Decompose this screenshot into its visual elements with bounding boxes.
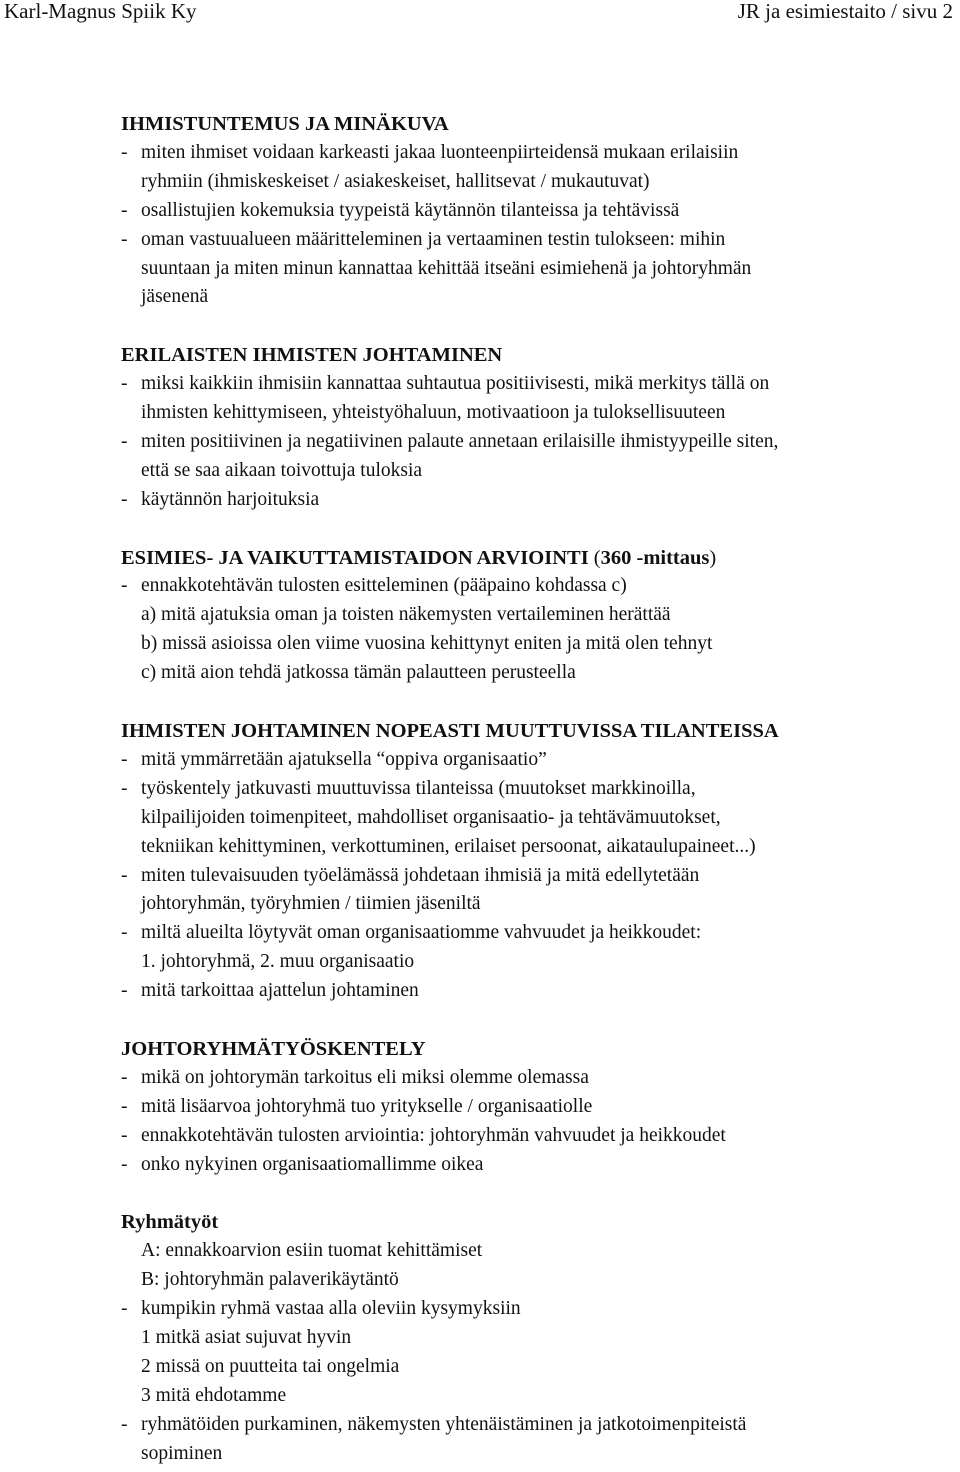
item-line: a) mitä ajatuksia oman ja toisten näkemysten vertaileminen herättää [141, 604, 671, 626]
list-item [121, 1353, 941, 1382]
bullet-dash: - [121, 488, 128, 510]
bullet-dash: - [121, 575, 128, 597]
section-muuttuvat-tilanteet [121, 717, 941, 1006]
bullet-dash: - [121, 141, 128, 163]
list-item [121, 572, 941, 601]
item-line: mitä ymmärretään ajatuksella “oppiva organisaatio” [141, 748, 547, 770]
bullet-dash: - [121, 1298, 128, 1320]
item-line: tekniikan kehittyminen, verkottuminen, erilaiset persoonat, aikataulupaineet...) [141, 835, 756, 857]
item-line: oman vastuualueen määritteleminen ja vertaaminen testin tulokseen: mihin [141, 228, 726, 250]
item-line: mitä tarkoittaa ajattelun johtaminen [141, 980, 419, 1002]
list-item [121, 601, 941, 630]
item-line: ennakkotehtävän tulosten esitteleminen (pääpaino kohdassa c) [141, 575, 627, 597]
list-item [121, 197, 941, 226]
item-line: 3 mitä ehdotamme [141, 1384, 287, 1406]
list-item [121, 370, 941, 428]
item-line: että se saa aikaan toivottuja tuloksia [141, 459, 423, 481]
bullet-dash: - [121, 228, 128, 250]
list-item [121, 1295, 941, 1324]
heading-measure: 360 -mittaus [600, 546, 710, 569]
bullet-dash: - [121, 199, 128, 221]
list-item [121, 1266, 941, 1295]
item-line: A: ennakkoarvion esiin tuomat kehittämiset [141, 1240, 483, 1262]
list-item [121, 1382, 941, 1411]
list-item [121, 139, 941, 197]
list-item [121, 775, 941, 862]
bullet-dash: - [121, 1066, 128, 1088]
bullet-dash: - [121, 922, 128, 944]
item-line: ryhmätöiden purkaminen, näkemysten yhtenäistäminen ja jatkotoimenpiteistä [141, 1413, 747, 1435]
item-line: ryhmiin (ihmiskeskeiset / asiakeskeiset, hallitsevat / mukautuvat) [141, 170, 650, 192]
list-item [121, 1093, 941, 1122]
section-heading [121, 544, 941, 573]
header-page-info: JR ja esimiestaito / sivu 2 [737, 0, 953, 23]
item-line: kilpailijoiden toimenpiteet, mahdolliset organisaatio- ja tehtävämuutokset, [141, 806, 721, 828]
heading-paren-close: ) [709, 546, 717, 569]
section-heading: IHMISTEN JOHTAMINEN NOPEASTI MUUTTUVISSA TILANTEISSA [121, 719, 779, 742]
item-line: osallistujien kokemuksia tyypeistä käytännön tilanteissa ja tehtävissä [141, 199, 680, 221]
bullet-dash: - [121, 777, 128, 799]
item-line: sopiminen [141, 1442, 223, 1464]
list-item [121, 630, 941, 659]
header-company: Karl-Magnus Spiik Ky [4, 0, 197, 23]
section-ihmistuntemus [121, 110, 941, 312]
item-line: 2 missä on puutteita tai ongelmia [141, 1355, 400, 1377]
page-header [0, 0, 960, 26]
list-item [121, 486, 941, 515]
bullet-dash: - [121, 430, 128, 452]
item-line: ihmisten kehittymiseen, yhteistyöhaluun, motivaatioon ja tuloksellisuuteen [141, 402, 726, 424]
item-line: 1 mitkä asiat sujuvat hyvin [141, 1326, 352, 1348]
bullet-dash: - [121, 864, 128, 886]
section-heading: Ryhmätyöt [121, 1211, 219, 1234]
list-item [121, 1122, 941, 1151]
item-line: B: johtoryhmän palaverikäytäntö [141, 1269, 399, 1291]
list-item [121, 1237, 941, 1266]
list-item [121, 1151, 941, 1180]
bullet-dash: - [121, 1124, 128, 1146]
list-item [121, 862, 941, 920]
heading-main: ESIMIES- JA VAIKUTTAMISTAIDON ARVIOINTI [121, 546, 589, 569]
item-line: miten tulevaisuuden työelämässä johdetaan ihmisiä ja mitä edellytetään [141, 864, 700, 886]
item-line: miksi kaikkiin ihmisiin kannattaa suhtautua positiivisesti, mikä merkitys tällä on [141, 373, 770, 395]
bullet-dash: - [121, 1413, 128, 1435]
item-line: c) mitä aion tehdä jatkossa tämän palautteen perusteella [141, 662, 576, 684]
bullet-dash: - [121, 373, 128, 395]
bullet-dash: - [121, 1153, 128, 1175]
section-johtoryhmatyoskentely [121, 1035, 941, 1180]
item-line: johtoryhmän, työryhmien / tiimien jäseniltä [141, 893, 481, 915]
list-item [121, 428, 941, 486]
item-line: ennakkotehtävän tulosten arviointia: johtoryhmän vahvuudet ja heikkoudet [141, 1124, 726, 1146]
item-line: mitä lisäarvoa johtoryhmä tuo yritykselle / organisaatiolle [141, 1095, 593, 1117]
section-heading: ERILAISTEN IHMISTEN JOHTAMINEN [121, 344, 503, 367]
item-line: kumpikin ryhmä vastaa alla oleviin kysymyksiin [141, 1298, 521, 1320]
bullet-dash: - [121, 748, 128, 770]
list-item [121, 746, 941, 775]
section-ryhmatyot [121, 1208, 941, 1468]
list-item [121, 226, 941, 313]
list-item [121, 1411, 941, 1469]
item-line: miten ihmiset voidaan karkeasti jakaa luonteenpiirteidensä mukaan erilaisiin [141, 141, 739, 163]
section-erilaisten-ihmisten-johtaminen [121, 341, 941, 514]
list-item [121, 1064, 941, 1093]
item-line: jäsenenä [141, 286, 209, 308]
list-item [121, 659, 941, 688]
bullet-dash: - [121, 1095, 128, 1117]
item-line: mikä on johtorymän tarkoitus eli miksi olemme olemassa [141, 1066, 589, 1088]
item-line: suuntaan ja miten minun kannattaa kehittää itseäni esimiehenä ja johtoryhmän [141, 257, 752, 279]
section-arviointi [121, 544, 941, 689]
item-line: b) missä asioissa olen viime vuosina kehittynyt eniten ja mitä olen tehnyt [141, 633, 713, 655]
bullet-dash: - [121, 980, 128, 1002]
item-line: työskentely jatkuvasti muuttuvissa tilanteissa (muutokset markkinoilla, [141, 777, 696, 799]
list-item [121, 977, 941, 1006]
item-line: miten positiivinen ja negatiivinen palaute annetaan erilaisille ihmistyypeille siten, [141, 430, 779, 452]
section-heading: JOHTORYHMÄTYÖSKENTELY [121, 1037, 426, 1060]
item-line: 1. johtoryhmä, 2. muu organisaatio [141, 951, 415, 973]
list-item [121, 919, 941, 977]
list-item [121, 1324, 941, 1353]
item-line: käytännön harjoituksia [141, 488, 320, 510]
heading-paren-open: ( [588, 546, 601, 569]
section-heading: IHMISTUNTEMUS JA MINÄKUVA [121, 113, 449, 135]
item-line: onko nykyinen organisaatiomallimme oikea [141, 1153, 484, 1175]
document-body [121, 110, 941, 1469]
item-line: miltä alueilta löytyvät oman organisaatiomme vahvuudet ja heikkoudet: [141, 922, 702, 944]
